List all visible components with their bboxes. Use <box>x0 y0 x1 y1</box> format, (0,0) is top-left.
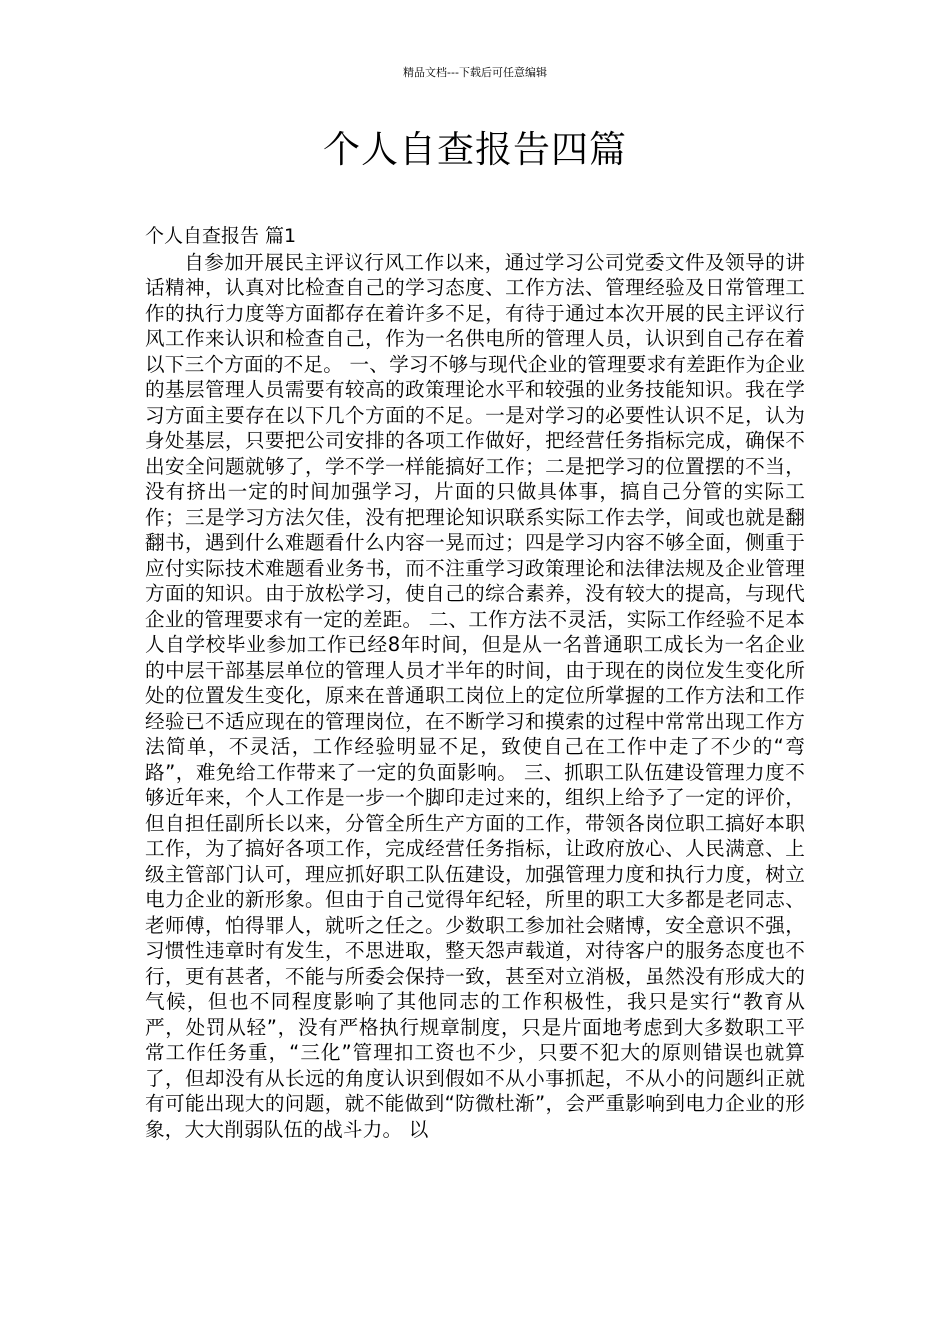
section-heading: 个人自查报告 篇1 <box>145 225 297 247</box>
header-note: 精品文档---下载后可任意编辑 <box>403 66 547 79</box>
body-paragraph: 自参加开展民主评议行风工作以来，通过学习公司党委文件及领导的讲话精神，认真对比检查自己的学习态度、工作方法、管理经验及日常管理工作的执行力度等方面都存在着许多不足，有待于通过本次开展的民主评议行风工作来认识和检查自己，作为一名供电所的管理人员，认识到自己存在着以下三个方面的不足。 一、学习不够与现代企业的管理要求有差距作为企业的基层管理人员需要有较高的政策理论水平和较强的业务技能知识。我在学习方面主要存在以下几个方面的不足。一是对学习的必要性认识不足，认为身处基层，只要把公司安排的各项工作做好，把经营任务指标完成，确保不出安全问题就够了，学不学一样能搞好工作；二是把学习的位置摆的不当，没有挤出一定的时间加强学习，片面的只做具体事，搞自己分管的实际工作；三是学习方法欠佳，没有把理论知识联系实际工作去学，间或也就是翻翻书，遇到什么难题看什么内容一晃而过；四是学习内容不够全面，侧重于应付实际技术难题看业务书，而不注重学习政策理论和法律法规及企业管理方面的知识。由于放松学习，使自己的综合素养，没有较大的提高，与现代企业的管理要求有一定的差距。 二、工作方法不灵活，实际工作经验不足本人自学校毕业参加工作已经8年时间，但是从一名普通职工成长为一名企业的中层干部基层单位的管理人员才半年的时间，由于现在的岗位发生变化所处的位置发生变化，原来在普通职工岗位上的定位所掌握的工作方法和工作经验已不适应现在的管理岗位，在不断学习和摸索的过程中常常出现工作方法简单，不灵活，工作经验明显不足，致使自己在工作中走了不少的“弯路”，难免给工作带来了一定的负面影响。 三、抓职工队伍建设管理力度不够近年来，个人工作是一步一个脚印走过来的，组织上给予了一定的评价，但自担任副所长以来，分管全所生产方面的工作，带领各岗位职工搞好本职工作，为了搞好各项工作，完成经营任务指标，让政府放心、人民满意、上级主管部门认可，理应抓好职工队伍建设，加强管理力度和执行力度，树立电力企业的新形象。但由于自己觉得年纪轻，所里的职工大多都是老同志、老师傅，怕得罪人，就听之任之。少数职工参加社会赌博，安全意识不强，习惯性违章时有发生，不思进取，整天怨声载道，对待客户的服务态度也不行，更有甚者，不能与所委会保持一致，甚至对立消极，虽然没有形成大的气候，但也不同程度影响了其他同志的工作积极性，我只是实行“教育从严，处罚从轻”，没有严格执行规章制度，只是片面地考虑到大多数职工平常工作任务重，“三化”管理扣工资也不少，只要不犯大的原则错误也就算了，但却没有从长远的角度认识到假如不从小事抓起，不从小的问题纠正就有可能出现大的问题，就不能做到“防微杜渐”，会严重影响到电力企业的形象，大大削弱队伍的战斗力。 以 <box>145 250 805 1141</box>
document-content <box>145 224 805 1142</box>
document-title: 个人自查报告四篇 <box>323 128 627 171</box>
